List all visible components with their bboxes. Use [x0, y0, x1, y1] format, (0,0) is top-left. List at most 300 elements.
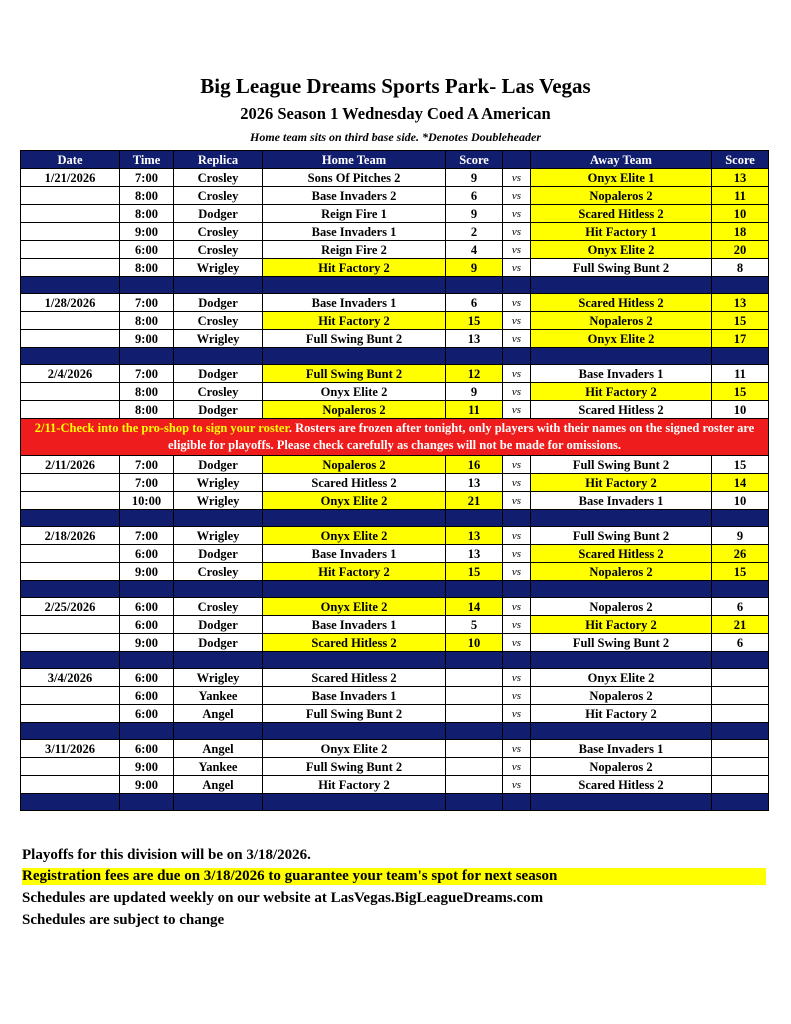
separator-cell — [174, 581, 263, 598]
game-date — [21, 492, 120, 510]
separator-cell — [712, 794, 769, 811]
game-field: Angel — [174, 776, 263, 794]
home-score: 16 — [446, 456, 503, 474]
separator-cell — [446, 652, 503, 669]
game-field: Wrigley — [174, 330, 263, 348]
separator-row — [21, 652, 769, 669]
home-team: Scared Hitless 2 — [263, 634, 446, 652]
separator-cell — [120, 652, 174, 669]
game-row — [21, 456, 769, 474]
away-score: 13 — [712, 169, 769, 187]
game-field: Dodger — [174, 205, 263, 223]
separator-cell — [503, 652, 531, 669]
game-field: Crosley — [174, 383, 263, 401]
home-team: Reign Fire 1 — [263, 205, 446, 223]
game-date: 2/18/2026 — [21, 527, 120, 545]
home-team: Base Invaders 1 — [263, 545, 446, 563]
game-field: Dodger — [174, 545, 263, 563]
home-score: 13 — [446, 527, 503, 545]
home-team: Full Swing Bunt 2 — [263, 330, 446, 348]
game-time: 10:00 — [120, 492, 174, 510]
game-field: Yankee — [174, 687, 263, 705]
home-score: 11 — [446, 401, 503, 419]
schedule-body — [21, 169, 769, 811]
separator-cell — [503, 348, 531, 365]
col-vs — [503, 151, 531, 169]
separator-cell — [531, 277, 712, 294]
away-team: Full Swing Bunt 2 — [531, 456, 712, 474]
away-team: Base Invaders 1 — [531, 492, 712, 510]
away-team: Hit Factory 1 — [531, 223, 712, 241]
vs-label: vs — [503, 383, 531, 401]
game-row — [21, 205, 769, 223]
home-score: 2 — [446, 223, 503, 241]
home-team: Hit Factory 2 — [263, 776, 446, 794]
game-field: Dodger — [174, 634, 263, 652]
home-score: 5 — [446, 616, 503, 634]
col-away-score: Score — [712, 151, 769, 169]
home-team: Base Invaders 1 — [263, 223, 446, 241]
separator-cell — [120, 510, 174, 527]
game-field: Crosley — [174, 223, 263, 241]
game-date: 2/11/2026 — [21, 456, 120, 474]
game-field: Angel — [174, 705, 263, 723]
away-score: 15 — [712, 312, 769, 330]
vs-label: vs — [503, 312, 531, 330]
home-team: Full Swing Bunt 2 — [263, 365, 446, 383]
game-time: 9:00 — [120, 563, 174, 581]
game-row — [21, 383, 769, 401]
game-field: Crosley — [174, 187, 263, 205]
home-score — [446, 758, 503, 776]
separator-cell — [21, 723, 120, 740]
roster-notice-row — [21, 419, 769, 456]
game-date — [21, 687, 120, 705]
away-score — [712, 758, 769, 776]
separator-cell — [531, 652, 712, 669]
separator-cell — [531, 581, 712, 598]
game-time: 7:00 — [120, 294, 174, 312]
home-score: 9 — [446, 259, 503, 277]
separator-cell — [446, 277, 503, 294]
game-time: 7:00 — [120, 456, 174, 474]
separator-cell — [21, 348, 120, 365]
vs-label: vs — [503, 294, 531, 312]
away-team: Nopaleros 2 — [531, 758, 712, 776]
game-time: 8:00 — [120, 401, 174, 419]
home-team: Nopaleros 2 — [263, 401, 446, 419]
away-score: 11 — [712, 187, 769, 205]
game-time: 6:00 — [120, 705, 174, 723]
game-field: Wrigley — [174, 259, 263, 277]
game-time: 6:00 — [120, 545, 174, 563]
vs-label: vs — [503, 365, 531, 383]
vs-label: vs — [503, 687, 531, 705]
home-team: Nopaleros 2 — [263, 456, 446, 474]
vs-label: vs — [503, 223, 531, 241]
away-team: Scared Hitless 2 — [531, 205, 712, 223]
game-row — [21, 259, 769, 277]
roster-notice — [21, 419, 769, 456]
game-row — [21, 169, 769, 187]
separator-cell — [712, 510, 769, 527]
game-field: Crosley — [174, 563, 263, 581]
away-team: Nopaleros 2 — [531, 187, 712, 205]
game-row — [21, 241, 769, 259]
notice-highlight: Check into the pro-shop to sign your roster — [60, 421, 289, 435]
home-team: Base Invaders 1 — [263, 616, 446, 634]
home-score: 13 — [446, 545, 503, 563]
home-score: 9 — [446, 383, 503, 401]
separator-cell — [446, 723, 503, 740]
home-score: 13 — [446, 474, 503, 492]
vs-label: vs — [503, 241, 531, 259]
home-team: Scared Hitless 2 — [263, 669, 446, 687]
game-time: 7:00 — [120, 365, 174, 383]
home-score: 15 — [446, 312, 503, 330]
game-time: 9:00 — [120, 330, 174, 348]
away-team: Onyx Elite 2 — [531, 669, 712, 687]
vs-label: vs — [503, 527, 531, 545]
away-team: Base Invaders 1 — [531, 740, 712, 758]
separator-cell — [503, 277, 531, 294]
away-team: Full Swing Bunt 2 — [531, 259, 712, 277]
away-score: 6 — [712, 634, 769, 652]
game-time: 8:00 — [120, 259, 174, 277]
away-team: Nopaleros 2 — [531, 312, 712, 330]
separator-cell — [263, 794, 446, 811]
game-date — [21, 758, 120, 776]
separator-cell — [120, 794, 174, 811]
game-date — [21, 187, 120, 205]
away-score: 15 — [712, 563, 769, 581]
game-time: 6:00 — [120, 598, 174, 616]
home-team: Sons Of Pitches 2 — [263, 169, 446, 187]
home-team: Full Swing Bunt 2 — [263, 705, 446, 723]
game-row — [21, 527, 769, 545]
vs-label: vs — [503, 616, 531, 634]
home-team: Onyx Elite 2 — [263, 598, 446, 616]
separator-row — [21, 348, 769, 365]
game-date — [21, 259, 120, 277]
vs-label: vs — [503, 492, 531, 510]
away-score: 17 — [712, 330, 769, 348]
footer-website: Schedules are updated weekly on our website at LasVegas.BigLeagueDreams.com — [22, 890, 544, 906]
separator-row — [21, 277, 769, 294]
col-away-team: Away Team — [531, 151, 712, 169]
away-score — [712, 776, 769, 794]
game-row — [21, 474, 769, 492]
away-team: Onyx Elite 1 — [531, 169, 712, 187]
notice-text: . Rosters are frozen after tonight, only players with their names on the signed roster are eligible for playoffs. Please check carefully as changes will not be made for omissions. — [167, 421, 755, 452]
away-score: 15 — [712, 383, 769, 401]
home-score: 4 — [446, 241, 503, 259]
game-field: Dodger — [174, 401, 263, 419]
footer-registration: Registration fees are due on 3/18/2026 to guarantee your team's spot for next season — [22, 868, 766, 885]
game-field: Wrigley — [174, 474, 263, 492]
separator-cell — [174, 510, 263, 527]
separator-row — [21, 581, 769, 598]
home-team: Onyx Elite 2 — [263, 383, 446, 401]
separator-cell — [174, 277, 263, 294]
separator-cell — [174, 794, 263, 811]
home-score: 21 — [446, 492, 503, 510]
col-home-score: Score — [446, 151, 503, 169]
game-field: Dodger — [174, 616, 263, 634]
home-team: Reign Fire 2 — [263, 241, 446, 259]
separator-cell — [531, 723, 712, 740]
separator-cell — [712, 581, 769, 598]
away-score: 13 — [712, 294, 769, 312]
home-score: 9 — [446, 169, 503, 187]
vs-label: vs — [503, 634, 531, 652]
away-score: 10 — [712, 205, 769, 223]
home-score: 15 — [446, 563, 503, 581]
away-team: Scared Hitless 2 — [531, 401, 712, 419]
game-date: 3/11/2026 — [21, 740, 120, 758]
vs-label: vs — [503, 740, 531, 758]
away-team: Full Swing Bunt 2 — [531, 527, 712, 545]
vs-label: vs — [503, 705, 531, 723]
separator-cell — [446, 581, 503, 598]
game-date — [21, 616, 120, 634]
separator-cell — [174, 348, 263, 365]
away-score: 26 — [712, 545, 769, 563]
schedule-table — [20, 150, 769, 811]
game-row — [21, 669, 769, 687]
home-score: 13 — [446, 330, 503, 348]
game-row — [21, 776, 769, 794]
separator-cell — [120, 348, 174, 365]
away-team: Hit Factory 2 — [531, 474, 712, 492]
header-row — [21, 151, 769, 169]
game-time: 6:00 — [120, 669, 174, 687]
separator-cell — [503, 794, 531, 811]
away-score: 10 — [712, 401, 769, 419]
game-field: Crosley — [174, 312, 263, 330]
game-row — [21, 401, 769, 419]
game-row — [21, 223, 769, 241]
page-title: Big League Dreams Sports Park- Las Vegas — [200, 74, 591, 98]
separator-cell — [712, 723, 769, 740]
separator-cell — [503, 581, 531, 598]
separator-cell — [120, 723, 174, 740]
game-time: 8:00 — [120, 383, 174, 401]
game-time: 8:00 — [120, 205, 174, 223]
vs-label: vs — [503, 169, 531, 187]
away-team: Scared Hitless 2 — [531, 294, 712, 312]
away-score — [712, 687, 769, 705]
away-team: Nopaleros 2 — [531, 598, 712, 616]
game-time: 8:00 — [120, 312, 174, 330]
home-team: Base Invaders 1 — [263, 294, 446, 312]
game-row — [21, 365, 769, 383]
separator-cell — [503, 510, 531, 527]
separator-cell — [712, 348, 769, 365]
game-time: 6:00 — [120, 687, 174, 705]
separator-row — [21, 723, 769, 740]
vs-label: vs — [503, 259, 531, 277]
separator-cell — [21, 510, 120, 527]
col-date: Date — [21, 151, 120, 169]
separator-cell — [21, 277, 120, 294]
game-date: 3/4/2026 — [21, 669, 120, 687]
game-field: Crosley — [174, 169, 263, 187]
game-row — [21, 758, 769, 776]
game-field: Wrigley — [174, 492, 263, 510]
away-score: 9 — [712, 527, 769, 545]
game-date — [21, 474, 120, 492]
game-date — [21, 330, 120, 348]
away-score — [712, 740, 769, 758]
home-team: Full Swing Bunt 2 — [263, 758, 446, 776]
away-score: 20 — [712, 241, 769, 259]
away-score: 6 — [712, 598, 769, 616]
separator-cell — [712, 277, 769, 294]
game-date — [21, 545, 120, 563]
away-score: 18 — [712, 223, 769, 241]
separator-row — [21, 510, 769, 527]
vs-label: vs — [503, 545, 531, 563]
home-score — [446, 705, 503, 723]
game-row — [21, 187, 769, 205]
vs-label: vs — [503, 456, 531, 474]
notice-prefix: 2/11- — [34, 421, 61, 435]
game-row — [21, 330, 769, 348]
game-field: Dodger — [174, 456, 263, 474]
home-score: 14 — [446, 598, 503, 616]
separator-cell — [263, 348, 446, 365]
away-score — [712, 705, 769, 723]
game-time: 9:00 — [120, 758, 174, 776]
away-team: Full Swing Bunt 2 — [531, 634, 712, 652]
home-team: Scared Hitless 2 — [263, 474, 446, 492]
game-date — [21, 776, 120, 794]
away-score — [712, 669, 769, 687]
page-subtitle: 2026 Season 1 Wednesday Coed A American — [240, 104, 551, 123]
home-score: 12 — [446, 365, 503, 383]
game-date — [21, 223, 120, 241]
game-date — [21, 563, 120, 581]
home-score — [446, 669, 503, 687]
away-team: Onyx Elite 2 — [531, 330, 712, 348]
game-time: 6:00 — [120, 740, 174, 758]
separator-cell — [120, 277, 174, 294]
game-row — [21, 616, 769, 634]
home-score: 9 — [446, 205, 503, 223]
away-team: Hit Factory 2 — [531, 383, 712, 401]
away-score: 21 — [712, 616, 769, 634]
home-score: 10 — [446, 634, 503, 652]
away-team: Scared Hitless 2 — [531, 545, 712, 563]
separator-cell — [21, 652, 120, 669]
separator-cell — [263, 510, 446, 527]
game-time: 7:00 — [120, 474, 174, 492]
away-score: 10 — [712, 492, 769, 510]
separator-cell — [120, 581, 174, 598]
game-field: Crosley — [174, 241, 263, 259]
game-row — [21, 294, 769, 312]
game-row — [21, 312, 769, 330]
game-field: Angel — [174, 740, 263, 758]
home-team: Hit Factory 2 — [263, 259, 446, 277]
game-field: Yankee — [174, 758, 263, 776]
away-team: Onyx Elite 2 — [531, 241, 712, 259]
game-time: 6:00 — [120, 616, 174, 634]
game-field: Wrigley — [174, 527, 263, 545]
game-time: 7:00 — [120, 527, 174, 545]
schedule-note: Home team sits on third base side. *Denotes Doubleheader — [250, 130, 541, 144]
away-score: 14 — [712, 474, 769, 492]
home-team: Onyx Elite 2 — [263, 492, 446, 510]
game-time: 8:00 — [120, 187, 174, 205]
footer-subject: Schedules are subject to change — [22, 912, 225, 928]
home-score — [446, 740, 503, 758]
game-time: 9:00 — [120, 776, 174, 794]
footer-playoffs: Playoffs for this division will be on 3/18/2026. — [22, 847, 311, 863]
away-team: Nopaleros 2 — [531, 563, 712, 581]
home-team: Base Invaders 1 — [263, 687, 446, 705]
game-row — [21, 598, 769, 616]
home-team: Hit Factory 2 — [263, 563, 446, 581]
separator-cell — [531, 348, 712, 365]
vs-label: vs — [503, 187, 531, 205]
separator-cell — [21, 794, 120, 811]
vs-label: vs — [503, 563, 531, 581]
separator-cell — [263, 277, 446, 294]
vs-label: vs — [503, 669, 531, 687]
separator-cell — [531, 510, 712, 527]
separator-cell — [263, 581, 446, 598]
away-team: Scared Hitless 2 — [531, 776, 712, 794]
separator-cell — [446, 510, 503, 527]
separator-cell — [446, 794, 503, 811]
game-field: Dodger — [174, 365, 263, 383]
game-time: 9:00 — [120, 223, 174, 241]
game-date: 2/4/2026 — [21, 365, 120, 383]
game-date — [21, 241, 120, 259]
separator-cell — [21, 581, 120, 598]
separator-row — [21, 794, 769, 811]
game-row — [21, 492, 769, 510]
vs-label: vs — [503, 330, 531, 348]
vs-label: vs — [503, 598, 531, 616]
game-date — [21, 205, 120, 223]
home-score — [446, 687, 503, 705]
vs-label: vs — [503, 401, 531, 419]
away-team: Nopaleros 2 — [531, 687, 712, 705]
vs-label: vs — [503, 205, 531, 223]
away-team: Hit Factory 2 — [531, 705, 712, 723]
game-row — [21, 634, 769, 652]
game-field: Dodger — [174, 294, 263, 312]
game-row — [21, 687, 769, 705]
vs-label: vs — [503, 474, 531, 492]
game-time: 6:00 — [120, 241, 174, 259]
game-time: 9:00 — [120, 634, 174, 652]
home-team: Base Invaders 2 — [263, 187, 446, 205]
separator-cell — [531, 794, 712, 811]
game-row — [21, 563, 769, 581]
game-date — [21, 634, 120, 652]
game-date — [21, 383, 120, 401]
game-date — [21, 401, 120, 419]
home-score: 6 — [446, 294, 503, 312]
away-score: 8 — [712, 259, 769, 277]
col-replica: Replica — [174, 151, 263, 169]
game-field: Wrigley — [174, 669, 263, 687]
away-team: Base Invaders 1 — [531, 365, 712, 383]
